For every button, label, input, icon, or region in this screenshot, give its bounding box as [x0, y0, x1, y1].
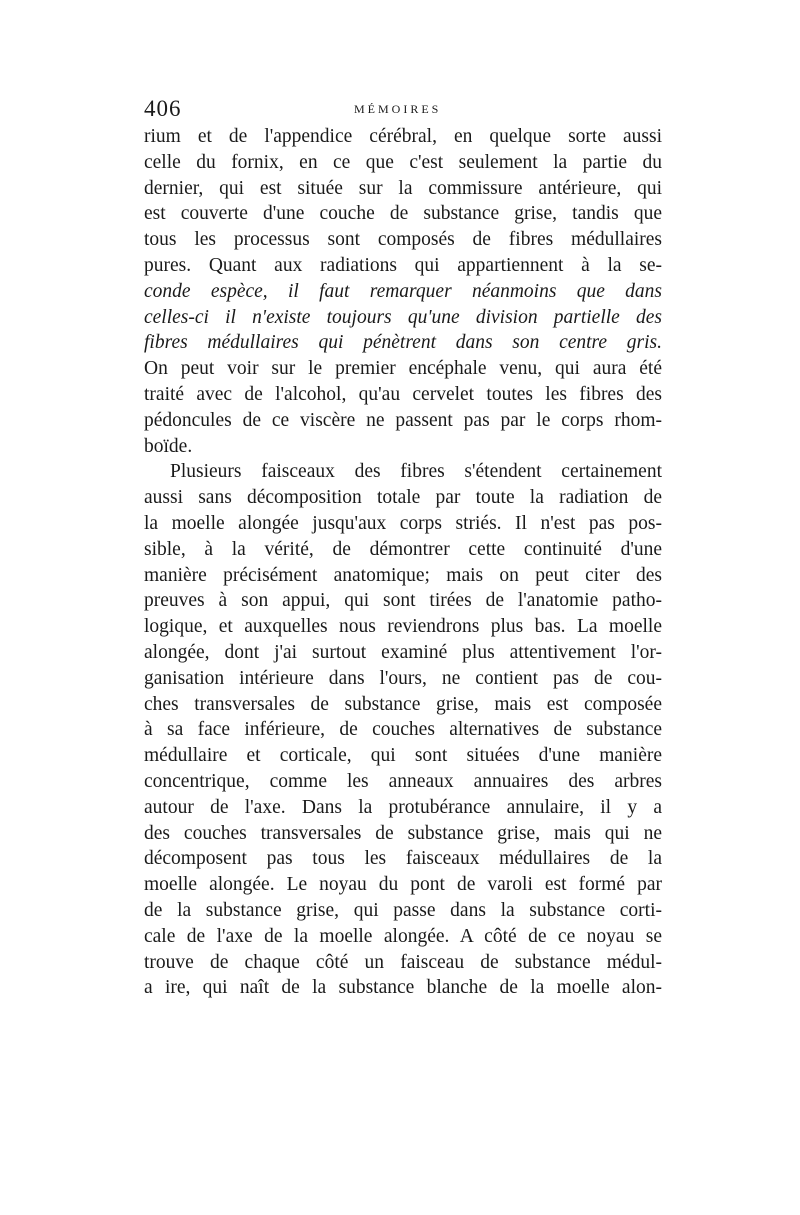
- text-line: a ire, qui naît de la substance blanche de la moelle alon-: [144, 977, 662, 999]
- text-line: de la substance grise, qui passe dans la substance corti-: [144, 899, 662, 921]
- text-line: conde espèce, il faut remarquer néanmoins que dans: [144, 280, 662, 302]
- text-line: celles-ci il n'existe toujours qu'une division partielle des: [144, 306, 662, 328]
- text-line: ganisation intérieure dans l'ours, ne contient pas de cou-: [144, 667, 662, 689]
- running-title: MÉMOIRES: [354, 102, 442, 116]
- text-line: trouve de chaque côté un faisceau de substance médul-: [144, 951, 662, 973]
- text-line: sible, à la vérité, de démontrer cette continuité d'une: [144, 538, 662, 560]
- text-line: dernier, qui est située sur la commissure antérieure, qui: [144, 177, 662, 199]
- text-line: traité avec de l'alcohol, qu'au cervelet toutes les fibres des: [144, 383, 662, 405]
- text-line: aussi sans décomposition totale par toute la radiation de: [144, 487, 662, 509]
- text-line: manière précisément anatomique; mais on peut citer des: [144, 564, 662, 586]
- text-line: ches transversales de substance grise, mais est composée: [144, 693, 662, 715]
- text-line: est couverte d'une couche de substance grise, tandis que: [144, 203, 662, 225]
- text-line: rium et de l'appendice cérébral, en quelque sorte aussi: [144, 126, 662, 147]
- text-line: pédoncules de ce viscère ne passent pas par le corps rhom-: [144, 409, 662, 431]
- text-line: concentrique, comme les anneaux annuaires des arbres: [144, 770, 662, 792]
- text-line: cale de l'axe de la moelle alongée. A côté de ce noyau se: [144, 925, 662, 947]
- text-line: On peut voir sur le premier encéphale venu, qui aura été: [144, 358, 662, 380]
- text-line: tous les processus sont composés de fibres médullaires: [144, 229, 662, 251]
- text-line: à sa face inférieure, de couches alternatives de substance: [144, 719, 662, 741]
- text-line: décomposent pas tous les faisceaux médullaires de la: [144, 848, 662, 870]
- text-line: des couches transversales de substance grise, mais qui ne: [144, 822, 662, 844]
- text-line: la moelle alongée jusqu'aux corps striés. Il n'est pas pos-: [144, 512, 662, 534]
- text-line: fibres médullaires qui pénètrent dans son centre gris.: [144, 332, 662, 354]
- text-line: pures. Quant aux radiations qui appartiennent à la se-: [144, 254, 662, 276]
- running-head: [144, 96, 664, 126]
- text-line: moelle alongée. Le noyau du pont de varoli est formé par: [144, 874, 662, 896]
- text-line: preuves à son appui, qui sont tirées de l'anatomie patho-: [144, 590, 662, 612]
- text-line: logique, et auxquelles nous reviendrons plus bas. La moelle: [144, 616, 662, 638]
- text-line: boïde.: [144, 435, 193, 457]
- text-line: médullaire et corticale, qui sont situées d'une manière: [144, 745, 662, 767]
- text-line: Plusieurs faisceaux des fibres s'étendent certainement: [170, 461, 662, 483]
- body-text: [144, 124, 662, 1001]
- text-line: autour de l'axe. Dans la protubérance annulaire, il y a: [144, 796, 662, 818]
- text-line: alongée, dont j'ai surtout examiné plus attentivement l'or-: [144, 641, 662, 663]
- text-line: celle du fornix, en ce que c'est seulement la partie du: [144, 151, 662, 173]
- page-number: 406: [144, 96, 182, 121]
